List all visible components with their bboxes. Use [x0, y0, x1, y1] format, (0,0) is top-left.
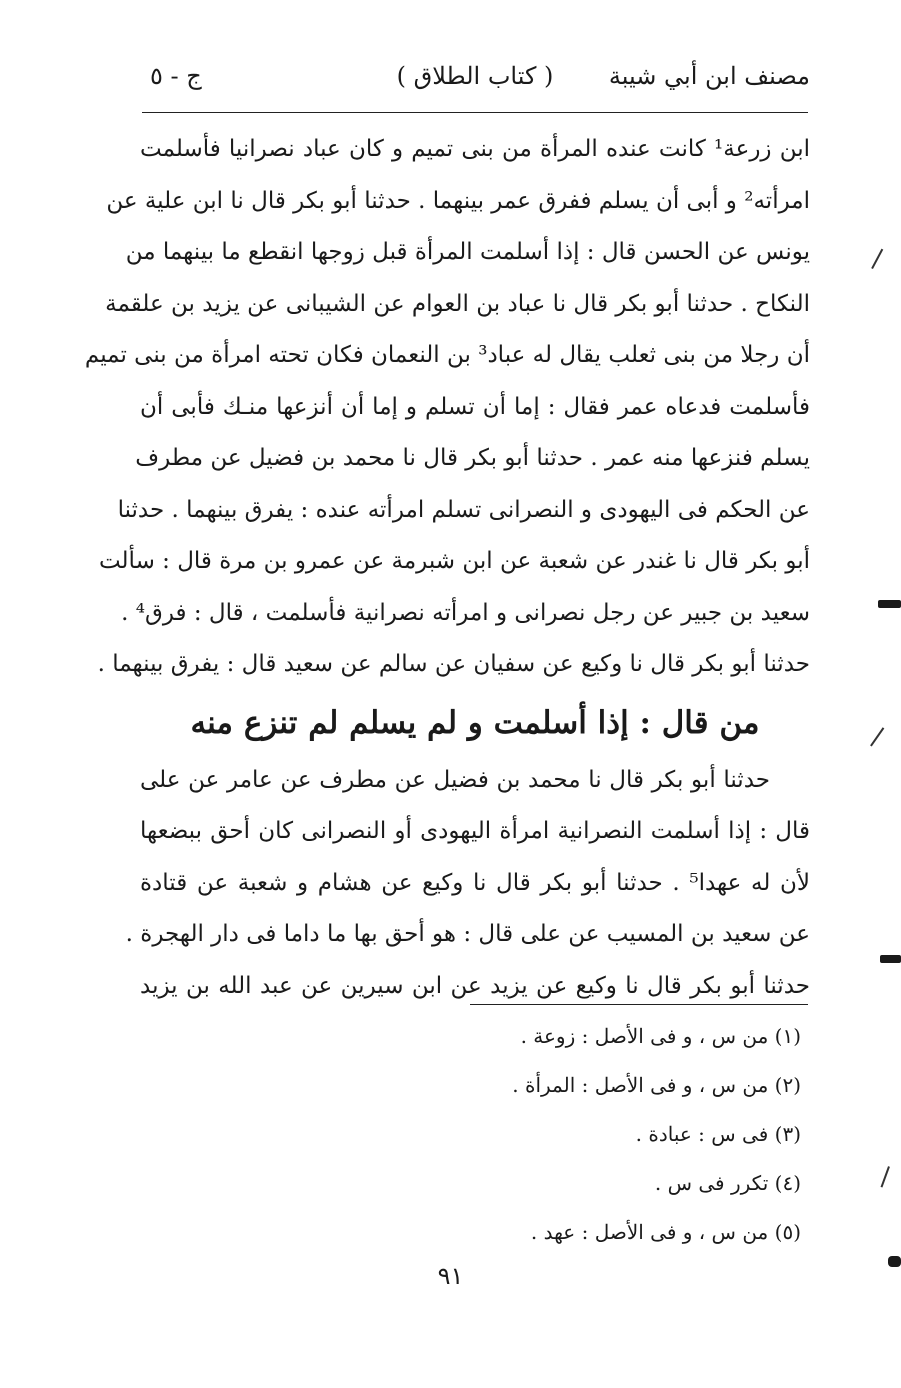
section-heading: من قال : إذا أسلمت و لم يسلم لم تنزع منه — [190, 704, 760, 741]
header-chapter-title: ( كتاب الطلاق ) — [396, 62, 554, 90]
text-line: يسلم فنزعها منه عمر . حدثنا أبو بكر قال نا محمد بن فضيل عن مطرف — [135, 445, 810, 471]
text-line: ابن زرعة¹ كانت عنده المرأة من بنى تميم و كان عباد نصرانيا فأسلمت — [140, 136, 810, 162]
footnote: (٥) من س ، و فى الأصل : عهد . — [530, 1220, 801, 1244]
page-number: ٩١ — [437, 1262, 464, 1290]
margin-ink-mark — [878, 600, 901, 608]
text-line: أبو بكر قال نا غندر عن شعبة عن ابن شبرمة عن عمرو بن مرة قال : سألت — [98, 548, 810, 574]
margin-pencil-tick — [870, 727, 884, 746]
text-line: النكاح . حدثنا أبو بكر قال نا عباد بن العوام عن الشيبانى عن يزيد بن علقمة — [105, 290, 810, 317]
header-book-title: مصنف ابن أبي شيبة — [608, 62, 810, 90]
text-line: فأسلمت فدعاه عمر فقال : إما أن تسلم و إما أن أنزعها منـك فأبى أن — [140, 393, 810, 420]
text-line: يونس عن الحسن قال : إذا أسلمت المرأة قبل زوجها انقطع ما بينهما من — [125, 239, 810, 265]
text-line: حدثنا أبو بكر قال نا وكيع عن يزيد عن ابن سيرين عن عبد الله بن يزيد — [140, 972, 810, 999]
margin-pencil-tick — [871, 249, 883, 269]
text-line: حدثنا أبو بكر قال نا وكيع عن سفيان عن سالم عن سعيد قال : يفرق بينهما . — [97, 651, 810, 677]
text-line: قال : إذا أسلمت النصرانية امرأة اليهودى أو النصرانى كان أحق ببضعها — [140, 818, 810, 844]
text-line: حدثنا أبو بكر قال نا محمد بن فضيل عن مطرف عن عامر عن على — [140, 766, 770, 793]
footnote: (٢) من س ، و فى الأصل : المرأة . — [512, 1073, 801, 1097]
text-line: سعيد بن جبير عن رجل نصرانى و امرأته نصرانية فأسلمت ، قال : فرق⁴ . — [121, 599, 810, 626]
header-rule — [142, 112, 808, 113]
footnote: (٣) فى س : عبادة . — [635, 1122, 801, 1146]
text-line: عن الحكم فى اليهودى و النصرانى تسلم امرأته عنده : يفرق بينهما . حدثنا — [117, 496, 810, 523]
header-volume: ج - ٥ — [150, 62, 202, 90]
margin-ink-mark — [880, 955, 901, 963]
text-line: امرأته² و أبى أن يسلم ففرق عمر بينهما . حدثنا أبو بكر قال نا ابن علية عن — [106, 187, 810, 214]
footnote-rule — [470, 1004, 808, 1005]
text-line: أن رجلا من بنى ثعلب يقال له عباد³ بن النعمان فكان تحته امرأة من بنى تميم — [84, 342, 810, 368]
text-line: لأن له عهدا⁵ . حدثنا أبو بكر قال نا وكيع عن هشام و شعبة عن قتادة — [140, 869, 810, 896]
footnote: (١) من س ، و فى الأصل : زوعة . — [520, 1024, 801, 1048]
margin-ink-mark — [888, 1256, 901, 1267]
running-header — [140, 58, 810, 98]
text-line: عن سعيد بن المسيب عن على قال : هو أحق بها ما داما فى دار الهجرة . — [125, 921, 810, 947]
main-text — [84, 124, 810, 1012]
footnote: (٤) تكرر فى س . — [654, 1171, 801, 1195]
footnotes — [301, 1012, 801, 1257]
margin-pencil-tick — [881, 1166, 890, 1187]
